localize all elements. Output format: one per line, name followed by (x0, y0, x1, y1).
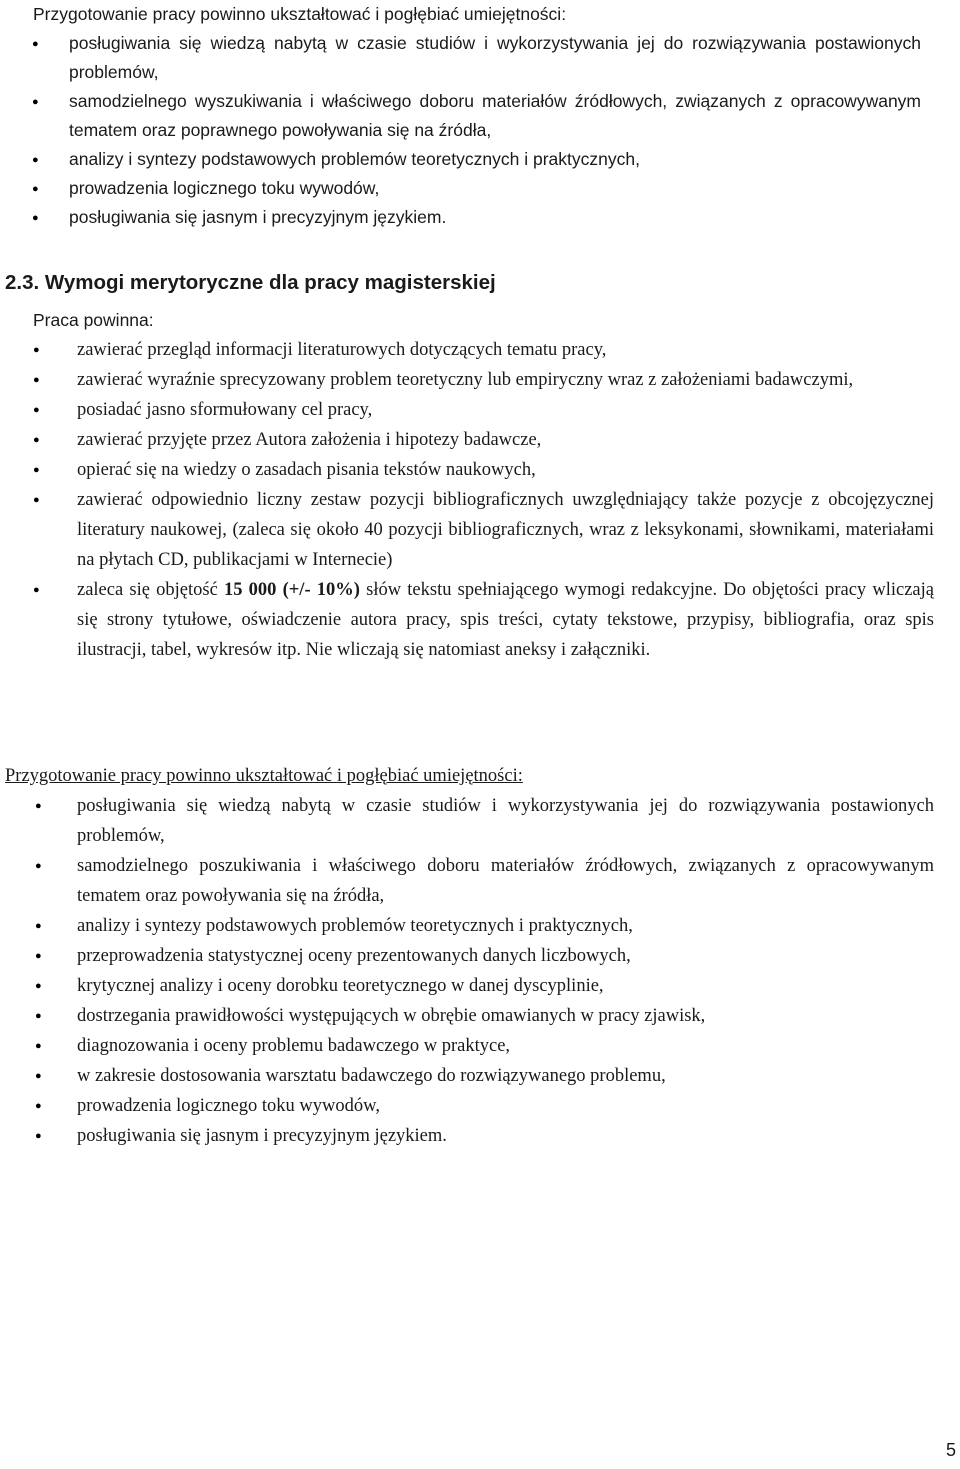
list-item: ● posługiwania się jasnym i precyzyjnym językiem. (33, 203, 921, 232)
list-item: ● posiadać jasno sformułowany cel pracy, (27, 395, 934, 425)
list-item: ● zawierać przegląd informacji literaturowych dotyczących tematu pracy, (27, 335, 934, 365)
section-title: Przygotowanie pracy powinno ukształtować i pogłębiać umiejętności: (33, 4, 567, 24)
skills-list (27, 791, 934, 1151)
list-item: ● samodzielnego poszukiwania i właściwego doboru materiałów źródłowych, związanych z opracowywanym tematem oraz powoływania się na źródła, (27, 851, 934, 911)
skills-list (33, 29, 921, 232)
list-item-volume: ● zaleca się objętość 15 000 (+/- 10%) słów tekstu spełniającego wymogi redakcyjne. Do objętości pracy wliczają się strony tytułowe, oświadczenie autora pracy, spis treści, cytaty tekstowe, przypisy, bibliografia, oraz spis ilustracji, tabel, wykresów itp. Nie wliczają się natomiast aneksy i załączniki. (27, 575, 934, 665)
list-item: ● analizy i syntezy podstawowych problemów teoretycznych i praktycznych, (33, 145, 921, 174)
section-title: Przygotowanie pracy powinno ukształtować i pogłębiać umiejętności: (5, 766, 523, 786)
page-number: 5 (945, 1440, 956, 1460)
list-item: ● diagnozowania i oceny problemu badawczego w praktyce, (27, 1031, 934, 1061)
skills-section (5, 761, 960, 1151)
list-item: ● dostrzegania prawidłowości występujących w obrębie omawianych w pracy zjawisk, (27, 1001, 934, 1031)
list-item: ● posługiwania się wiedzą nabytą w czasie studiów i wykorzystywania jej do rozwiązywania postawionych problemów, (27, 791, 934, 851)
section-heading: 2.3. Wymogi merytoryczne dla pracy magisterskiej (5, 271, 496, 294)
requirements-list (27, 335, 934, 665)
list-item: ● przeprowadzenia statystycznej oceny prezentowanych danych liczbowych, (27, 941, 934, 971)
list-item: ● analizy i syntezy podstawowych problemów teoretycznych i praktycznych, (27, 911, 934, 941)
list-item: ● opierać się na wiedzy o zasadach pisania tekstów naukowych, (27, 455, 934, 485)
list-item: ● prowadzenia logicznego toku wywodów, (27, 1091, 934, 1121)
list-item: ● zawierać przyjęte przez Autora założenia i hipotezy badawcze, (27, 425, 934, 455)
section-intro (33, 0, 933, 232)
list-item: ● zawierać odpowiednio liczny zestaw pozycji bibliograficznych uwzględniający także pozycje z obcojęzycznej literatury naukowej, (zaleca się około 40 pozycji bibliograficznych, wraz z leksykonami, słownikami, materiałami na płytach CD, publikacjami w Internecie) (27, 485, 934, 575)
list-item: ● krytycznej analizy i oceny dorobku teoretycznego w danej dyscyplinie, (27, 971, 934, 1001)
list-item: ● posługiwania się wiedzą nabytą w czasie studiów i wykorzystywania jej do rozwiązywania postawionych problemów, (33, 29, 921, 87)
list-item: ● prowadzenia logicznego toku wywodów, (33, 174, 921, 203)
requirements-section (27, 305, 960, 665)
requirements-label: Praca powinna: (33, 310, 154, 330)
list-item: ● zawierać wyraźnie sprecyzowany problem teoretyczny lub empiryczny wraz z założeniami badawczymi, (27, 365, 934, 395)
list-item: ● samodzielnego wyszukiwania i właściwego doboru materiałów źródłowych, związanych z opracowywanym tematem oraz poprawnego powoływania się na źródła, (33, 87, 921, 145)
list-item: ● w zakresie dostosowania warsztatu badawczego do rozwiązywanego problemu, (27, 1061, 934, 1091)
list-item: ● posługiwania się jasnym i precyzyjnym językiem. (27, 1121, 934, 1151)
